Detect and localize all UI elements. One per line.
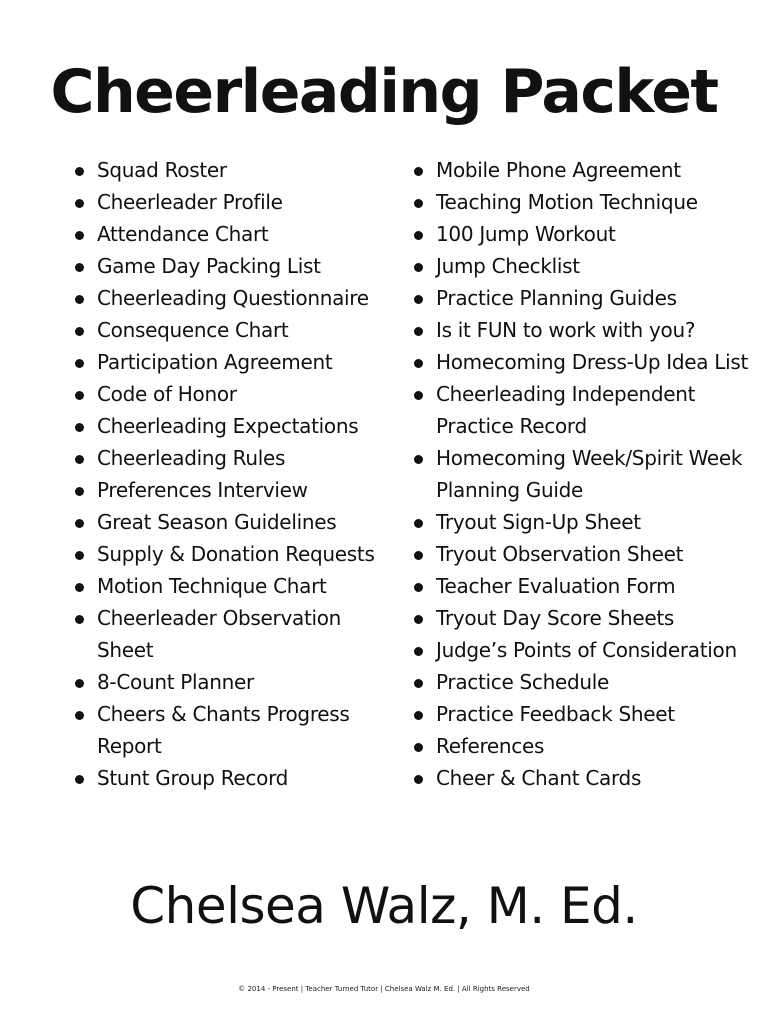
list-item: Cheerleader Observation Sheet — [75, 602, 395, 666]
list-item: Cheerleading Expectations — [75, 410, 395, 442]
list-item: Great Season Guidelines — [75, 506, 395, 538]
list-item: Cheerleading Rules — [75, 442, 395, 474]
list-item: Homecoming Dress-Up Idea List — [414, 346, 759, 378]
list-item: Motion Technique Chart — [75, 570, 395, 602]
list-item: 100 Jump Workout — [414, 218, 759, 250]
list-item: Tryout Day Score Sheets — [414, 602, 759, 634]
list-item: Consequence Chart — [75, 314, 395, 346]
list-item: Tryout Sign-Up Sheet — [414, 506, 759, 538]
list-item: Tryout Observation Sheet — [414, 538, 759, 570]
list-item: Cheerleading Independent Practice Record — [414, 378, 759, 442]
list-item: References — [414, 730, 759, 762]
list-item: Practice Feedback Sheet — [414, 698, 759, 730]
contents-list-left — [75, 154, 395, 794]
author-name: Chelsea Walz, M. Ed. — [130, 877, 638, 935]
list-item: Preferences Interview — [75, 474, 395, 506]
list-item: Supply & Donation Requests — [75, 538, 395, 570]
list-item: Cheer & Chant Cards — [414, 762, 759, 794]
list-item: Game Day Packing List — [75, 250, 395, 282]
list-item: Squad Roster — [75, 154, 395, 186]
page-title: Cheerleading Packet — [50, 57, 718, 127]
list-item: Judge’s Points of Consideration — [414, 634, 759, 666]
list-item: Mobile Phone Agreement — [414, 154, 759, 186]
list-item: Participation Agreement — [75, 346, 395, 378]
list-item: Teacher Evaluation Form — [414, 570, 759, 602]
list-item: 8-Count Planner — [75, 666, 395, 698]
list-item: Stunt Group Record — [75, 762, 395, 794]
list-item: Code of Honor — [75, 378, 395, 410]
list-item: Jump Checklist — [414, 250, 759, 282]
contents-list-right — [414, 154, 759, 794]
list-item: Practice Schedule — [414, 666, 759, 698]
list-item: Cheerleader Profile — [75, 186, 395, 218]
list-item: Teaching Motion Technique — [414, 186, 759, 218]
list-item: Cheerleading Questionnaire — [75, 282, 395, 314]
list-item: Attendance Chart — [75, 218, 395, 250]
list-item: Homecoming Week/Spirit Week Planning Guide — [414, 442, 759, 506]
list-item: Practice Planning Guides — [414, 282, 759, 314]
list-item: Cheers & Chants Progress Report — [75, 698, 395, 762]
list-item: Is it FUN to work with you? — [414, 314, 759, 346]
copyright-footer: © 2014 - Present | Teacher Turned Tutor | Chelsea Walz M. Ed. | All Rights Reserved — [238, 985, 530, 993]
